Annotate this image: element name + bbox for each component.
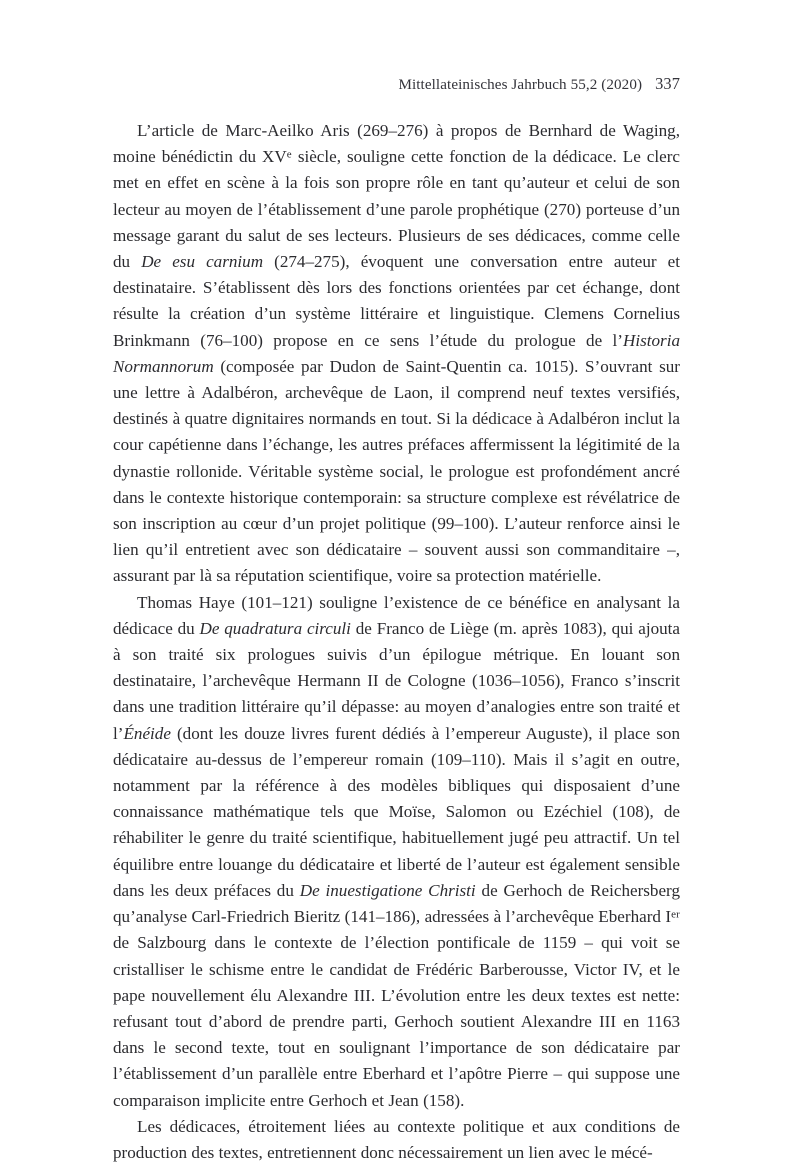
main-text-column (113, 118, 680, 1166)
page-folio-number: 337 (655, 74, 680, 93)
running-header (113, 74, 680, 95)
paragraph-haye: Thomas Haye (101–121) souligne l’existence de ce bénéfice en analysant la dédicace du De quadratura circuli de Franco de Liège (m. après 1083), qui ajouta à son traité six prologues suivis d’un épilogue métrique. En louant son destinataire, l’archevêque Hermann II de Cologne (1036–1056), Franco s’inscrit dans une tradition littéraire qu’il dépasse: au moyen d’analogies entre son traité et l’Énéide (dont les douze livres furent dédiés à l’empereur Auguste), il place son dédicataire au-dessus de l’empereur romain (109–110). Mais il s’agit en outre, notamment par la référence à des modèles bibliques qui disposaient d’une connaissance mathématique tels que Moïse, Salomon ou Ezéchiel (108), de réhabiliter le genre du traité scientifique, habituellement jugé peu attractif. Un tel équilibre entre louange du dédicataire et liberté de l’auteur est également sensible dans les deux préfaces du De inuestigatione Christi de Gerhoch de Reichersberg qu’analyse Carl-Friedrich Bieritz (141–186), adressées à l’archevêque Eberhard Ier de Salzbourg dans le contexte de l’élection pontificale de 1159 – qui voit se cristalliser le schisme entre le candidat de Frédéric Barberousse, Victor IV, et le pape nouvellement élu Alexandre III. L’évolution entre les deux textes est nette: refusant tout d’abord de prendre parti, Gerhoch soutient Alexandre III en 1163 dans le second texte, tout en soulignant l’importance de son dédicataire par l’établissement d’un parallèle entre Eberhard et l’apôtre Pierre – qui suppose une comparaison implicite entre Gerhoch et Jean (158). (113, 592, 680, 1110)
paragraph-dedicaces: Les dédicaces, étroitement liées au contexte politique et aux conditions de production des textes, entretiennent donc nécessairement un lien avec le mécé- (113, 1116, 680, 1162)
paragraph-aris: L’article de Marc-Aeilko Aris (269–276) à propos de Bernhard de Waging, moine bénédictin du XVe siècle, souligne cette fonction de la dédicace. Le clerc met en effet en scène à la fois son propre rôle en tant qu’auteur et celui de son lecteur au moyen de l’établissement d’une parole prophétique (270) porteuse d’un message garant du salut de ses lecteurs. Plusieurs de ses dédicaces, comme celle du De esu carnium (274–275), évoquent une conversation entre auteur et destinataire. S’établissent dès lors des fonctions orientées par cet échange, dont résulte la création d’un système littéraire et linguistique. Clemens Cornelius Brinkmann (76–100) propose en ce sens l’étude du prologue de l’Historia Normannorum (composée par Dudon de Saint-Quentin ca. 1015). S’ouvrant sur une lettre à Adalbéron, archevêque de Laon, il comprend neuf textes versifiés, destinés à quatre dignitaires normands en tout. Si la dédicace à Adalbéron inclut la cour capétienne dans l’échange, les autres préfaces affermissent la légitimité de la dynastie rollonide. Véritable système social, le prologue est profondément ancré dans le contexte historique contemporain: sa structure complexe est révélatrice de son inscription au cœur d’un projet politique (99–100). L’auteur renforce ainsi le lien qu’il entretient avec son dédicataire – souvent aussi son commanditaire –, assurant par là sa réputation scientifique, voire sa protection matérielle. (113, 121, 681, 586)
header-journal-title: Mittellateinisches Jahrbuch 55,2 (2020) (398, 77, 643, 93)
